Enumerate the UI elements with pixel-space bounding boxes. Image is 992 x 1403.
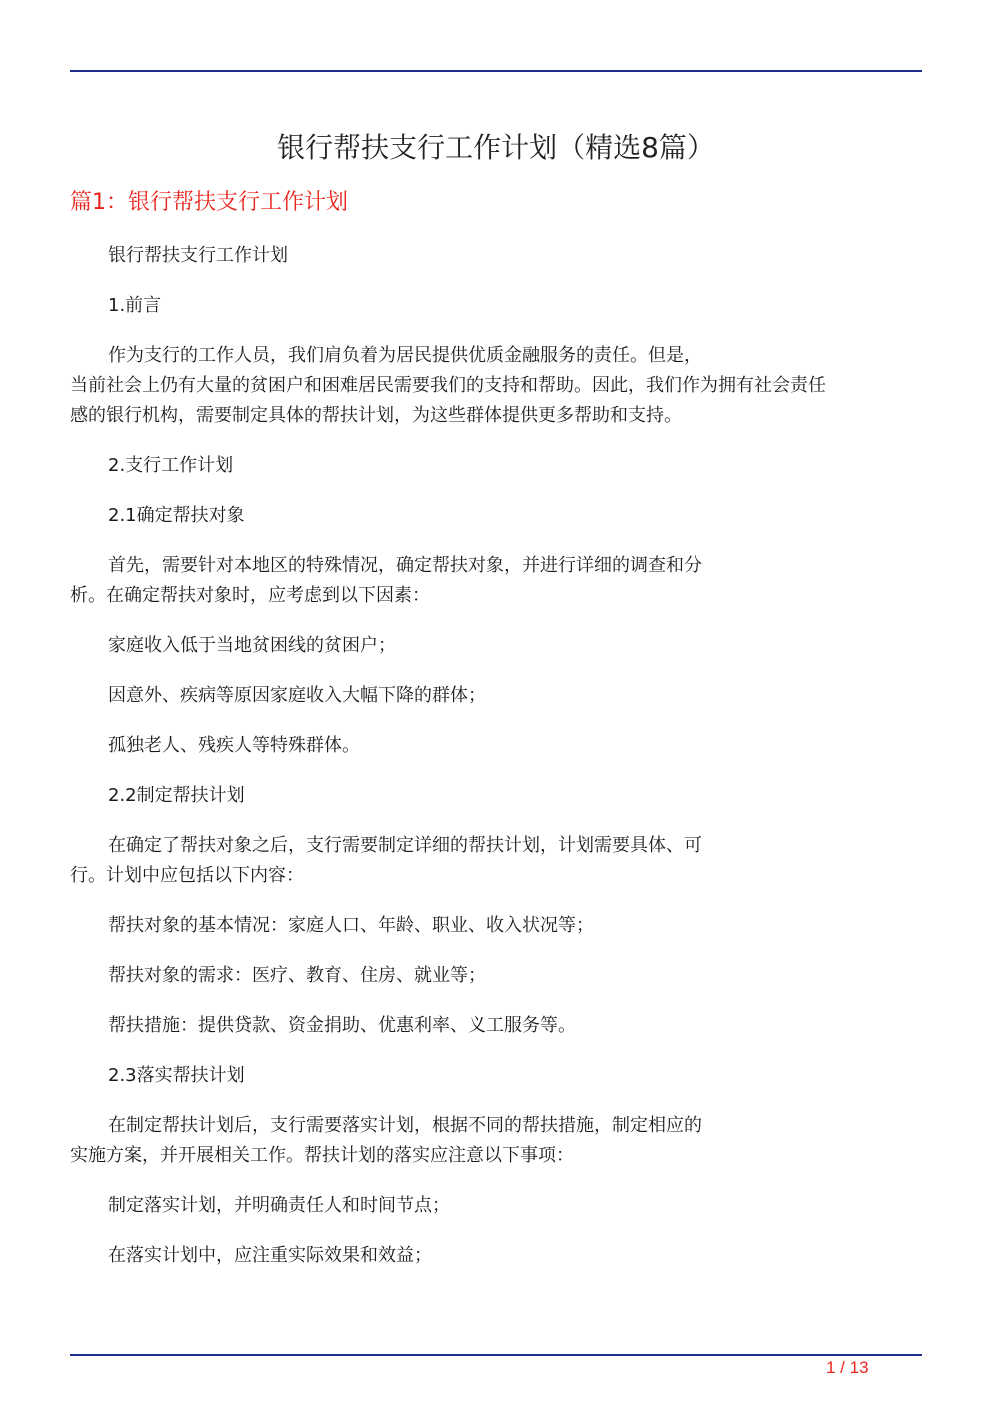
paragraph-line: 行。计划中应包括以下内容： (70, 865, 304, 886)
paragraph-line: 在制定帮扶计划后，支行需要落实计划，根据不同的帮扶措施，制定相应的 (108, 1115, 702, 1136)
paragraph (70, 631, 920, 661)
paragraph-line: 首先，需要针对本地区的特殊情况，确定帮扶对象，并进行详细的调查和分 (108, 555, 702, 576)
paragraph-line: 银行帮扶支行工作计划 (108, 245, 288, 266)
paragraph-line: 因意外、疾病等原因家庭收入大幅下降的群体； (108, 685, 486, 706)
paragraph-line: 2.1确定帮扶对象 (108, 505, 245, 526)
paragraph (70, 341, 920, 431)
paragraph (70, 781, 920, 811)
paragraph (70, 681, 920, 711)
section-heading: 篇1：银行帮扶支行工作计划 (70, 190, 348, 215)
paragraph (70, 1011, 920, 1041)
paragraph (70, 1111, 920, 1171)
paragraph (70, 731, 920, 761)
paragraph (70, 1241, 920, 1271)
paragraph (70, 241, 920, 271)
paragraph-line: 2.3落实帮扶计划 (108, 1065, 245, 1086)
paragraph-line: 在落实计划中，应注重实际效果和效益； (108, 1245, 432, 1266)
paragraph-line: 1.前言 (108, 295, 162, 316)
paragraph (70, 961, 920, 991)
paragraph-line: 制定落实计划，并明确责任人和时间节点； (108, 1195, 450, 1216)
paragraph (70, 831, 920, 891)
paragraph (70, 1061, 920, 1091)
paragraph-line: 在确定了帮扶对象之后，支行需要制定详细的帮扶计划，计划需要具体、可 (108, 835, 702, 856)
paragraph (70, 291, 920, 321)
paragraph-line: 实施方案，并开展相关工作。帮扶计划的落实应注意以下事项： (70, 1145, 574, 1166)
header-rule (70, 70, 922, 72)
paragraph-line: 当前社会上仍有大量的贫困户和困难居民需要我们的支持和帮助。因此，我们作为拥有社会责任 (70, 375, 826, 396)
paragraph-line: 帮扶措施：提供贷款、资金捐助、优惠利率、义工服务等。 (108, 1015, 576, 1036)
paragraph-line: 2.支行工作计划 (108, 455, 234, 476)
page-indicator: 1 / 13 (826, 1358, 869, 1377)
paragraph-line: 帮扶对象的需求：医疗、教育、住房、就业等； (108, 965, 486, 986)
paragraph (70, 911, 920, 941)
paragraph-line: 帮扶对象的基本情况：家庭人口、年龄、职业、收入状况等； (108, 915, 594, 936)
paragraph-line: 2.2制定帮扶计划 (108, 785, 245, 806)
paragraph-line: 作为支行的工作人员，我们肩负着为居民提供优质金融服务的责任。但是， (108, 345, 702, 366)
footer-rule (70, 1354, 922, 1356)
paragraph (70, 501, 920, 531)
paragraph (70, 1191, 920, 1221)
paragraph (70, 551, 920, 611)
paragraph-line: 感的银行机构，需要制定具体的帮扶计划，为这些群体提供更多帮助和支持。 (70, 405, 682, 426)
paragraph-line: 家庭收入低于当地贫困线的贫困户； (108, 635, 396, 656)
paragraph-line: 孤独老人、残疾人等特殊群体。 (108, 735, 360, 756)
document-title: 银行帮扶支行工作计划（精选8篇） (277, 131, 715, 164)
paragraph-line: 析。在确定帮扶对象时，应考虑到以下因素： (70, 585, 430, 606)
paragraph (70, 451, 920, 481)
